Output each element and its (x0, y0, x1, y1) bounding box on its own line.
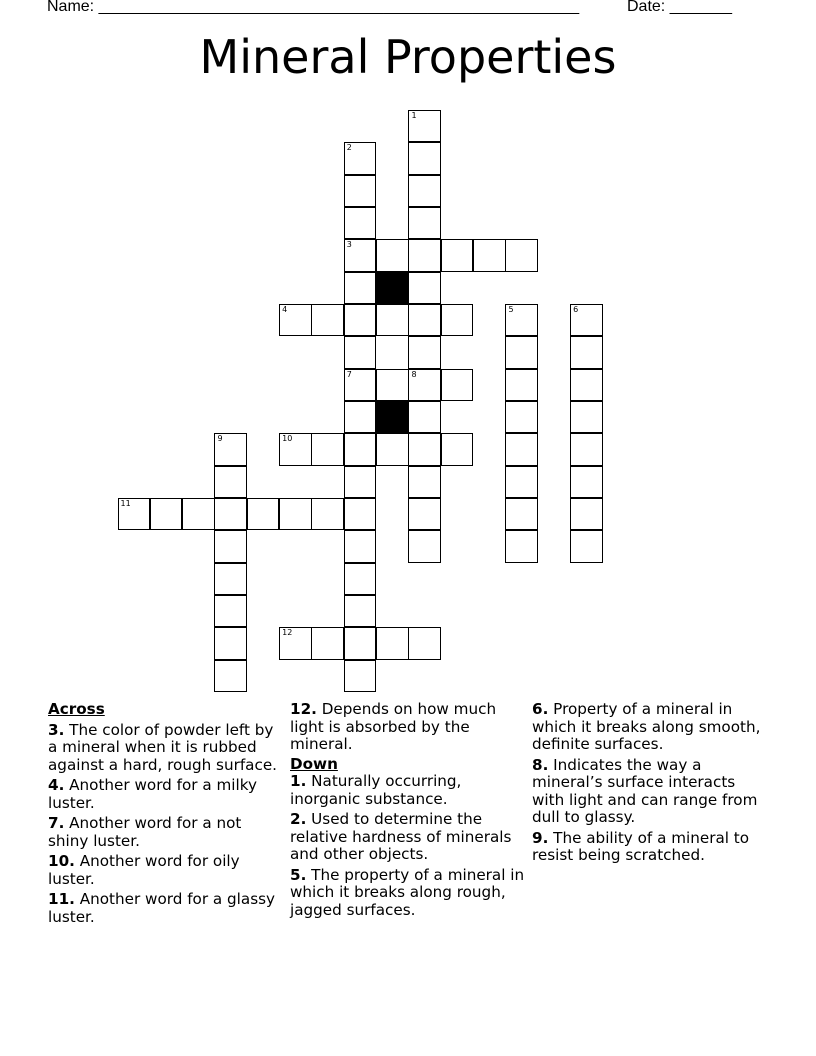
date-line[interactable]: _______ (669, 0, 732, 15)
grid-cell[interactable] (408, 466, 440, 498)
clue-across-12: 12. Depends on how much light is absorbed by the mineral. (290, 700, 497, 753)
grid-cell[interactable] (376, 627, 408, 659)
grid-cell[interactable] (441, 304, 473, 336)
grid-cell[interactable] (408, 433, 440, 465)
clue-number: 3 (346, 240, 352, 250)
grid-cell[interactable] (408, 175, 440, 207)
down-heading: Down (290, 754, 338, 773)
grid-cell[interactable] (344, 401, 376, 433)
grid-cell[interactable] (408, 207, 440, 239)
grid-cell[interactable] (344, 595, 376, 627)
grid-cell[interactable] (311, 627, 343, 659)
grid-cell[interactable] (214, 433, 246, 465)
grid-cell[interactable] (279, 433, 311, 465)
grid-cell[interactable] (408, 142, 440, 174)
clue-number: 1 (411, 111, 417, 120)
grid-cell[interactable] (279, 498, 311, 530)
clue-across-10: 10. Another word for oily luster. (48, 852, 240, 888)
grid-cell[interactable] (505, 239, 537, 271)
grid-cell[interactable] (214, 627, 246, 659)
clue-column-3 (532, 701, 768, 865)
clue-number: 6 (573, 304, 579, 314)
clue-column-1 (48, 701, 284, 926)
grid-cell[interactable] (505, 401, 537, 433)
grid-cell[interactable] (408, 530, 440, 562)
grid-cell[interactable] (214, 466, 246, 498)
grid-cell[interactable] (408, 498, 440, 530)
grid-cell[interactable] (408, 401, 440, 433)
grid-cell[interactable] (150, 498, 182, 530)
grid-cell[interactable] (570, 401, 602, 433)
grid-cell[interactable] (344, 530, 376, 562)
grid-cell[interactable] (441, 369, 473, 401)
grid-cell[interactable] (344, 563, 376, 595)
clue-across-11: 11. Another word for a glassy luster. (48, 890, 276, 926)
grid-cell[interactable] (344, 498, 376, 530)
grid-cell[interactable] (344, 142, 376, 174)
name-line[interactable]: ______________________________________________________ (98, 0, 580, 15)
grid-cell[interactable] (214, 660, 246, 692)
clue-number: 5 (508, 304, 514, 314)
grid-cell[interactable] (247, 498, 279, 530)
grid-block (376, 272, 408, 304)
clue-down-6: 6. Property of a mineral in which it breaks along smooth, definite surfaces. (532, 700, 761, 753)
grid-cell[interactable] (311, 498, 343, 530)
name-field (47, 0, 579, 16)
clue-number: 4 (282, 304, 288, 314)
across-heading: Across (48, 700, 105, 718)
grid-cell[interactable] (570, 466, 602, 498)
grid-cell[interactable] (118, 498, 150, 530)
grid-cell[interactable] (214, 563, 246, 595)
grid-cell[interactable] (376, 304, 408, 336)
grid-cell[interactable] (344, 207, 376, 239)
grid-cell[interactable] (505, 466, 537, 498)
page-title: Mineral Properties (199, 30, 617, 84)
clue-column-2 (290, 701, 526, 919)
grid-cell[interactable] (505, 369, 537, 401)
clue-down-1: 1. Naturally occurring, inorganic substance. (290, 772, 462, 808)
grid-cell[interactable] (570, 336, 602, 368)
clue-number: 8 (411, 369, 417, 379)
grid-cell[interactable] (408, 239, 440, 271)
grid-cell[interactable] (376, 239, 408, 271)
grid-cell[interactable] (570, 304, 602, 336)
grid-cell[interactable] (473, 239, 505, 271)
clue-number: 11 (120, 498, 131, 508)
grid-cell[interactable] (311, 304, 343, 336)
grid-cell[interactable] (279, 304, 311, 336)
clue-down-8: 8. Indicates the way a mineral’s surface interacts with light and can range from dull to glassy. (532, 755, 758, 826)
grid-cell[interactable] (214, 595, 246, 627)
grid-cell[interactable] (408, 369, 440, 401)
date-label: Date: (627, 0, 666, 15)
grid-cell[interactable] (570, 530, 602, 562)
grid-cell[interactable] (182, 498, 214, 530)
grid-cell[interactable] (408, 627, 440, 659)
clue-number: 10 (282, 434, 293, 444)
grid-cell[interactable] (344, 627, 376, 659)
date-field (627, 0, 732, 16)
grid-cell[interactable] (344, 175, 376, 207)
clue-down-2: 2. Used to determine the relative hardness of minerals and other objects. (290, 810, 512, 863)
clue-across-7: 7. Another word for a not shiny luster. (48, 814, 242, 850)
clue-down-5: 5. The property of a mineral in which it breaks along rough, jagged surfaces. (290, 865, 525, 919)
grid-cell[interactable] (344, 304, 376, 336)
clue-across-3: 3. The color of powder left by a mineral when it is rubbed against a hard, rough surface. (48, 720, 278, 774)
grid-cell[interactable] (344, 466, 376, 498)
grid-cell[interactable] (408, 110, 440, 142)
grid-cell[interactable] (408, 272, 440, 304)
grid-cell[interactable] (344, 336, 376, 368)
grid-cell[interactable] (505, 336, 537, 368)
clue-number: 7 (346, 369, 352, 379)
grid-cell[interactable] (441, 433, 473, 465)
grid-cell[interactable] (570, 433, 602, 465)
clue-down-9: 9. The ability of a mineral to resist being scratched. (532, 828, 750, 864)
grid-cell[interactable] (279, 627, 311, 659)
grid-cell[interactable] (570, 369, 602, 401)
clue-number: 2 (346, 143, 352, 153)
grid-cell[interactable] (505, 433, 537, 465)
grid-cell[interactable] (344, 272, 376, 304)
grid-cell[interactable] (344, 239, 376, 271)
clue-across-4: 4. Another word for a milky luster. (48, 776, 257, 812)
clue-number: 9 (217, 434, 223, 444)
grid-cell[interactable] (214, 530, 246, 562)
grid-cell[interactable] (214, 498, 246, 530)
grid-cell[interactable] (505, 304, 537, 336)
grid-cell[interactable] (344, 660, 376, 692)
grid-cell[interactable] (441, 239, 473, 271)
grid-cell[interactable] (505, 498, 537, 530)
grid-cell[interactable] (408, 336, 440, 368)
name-label: Name: (47, 0, 95, 15)
grid-cell[interactable] (505, 530, 537, 562)
grid-cell[interactable] (376, 433, 408, 465)
grid-cell[interactable] (311, 433, 343, 465)
grid-cell[interactable] (344, 369, 376, 401)
grid-cell[interactable] (344, 433, 376, 465)
grid-cell[interactable] (408, 304, 440, 336)
clue-number: 12 (282, 628, 293, 638)
grid-block (376, 401, 408, 433)
grid-cell[interactable] (570, 498, 602, 530)
grid-cell[interactable] (376, 369, 408, 401)
